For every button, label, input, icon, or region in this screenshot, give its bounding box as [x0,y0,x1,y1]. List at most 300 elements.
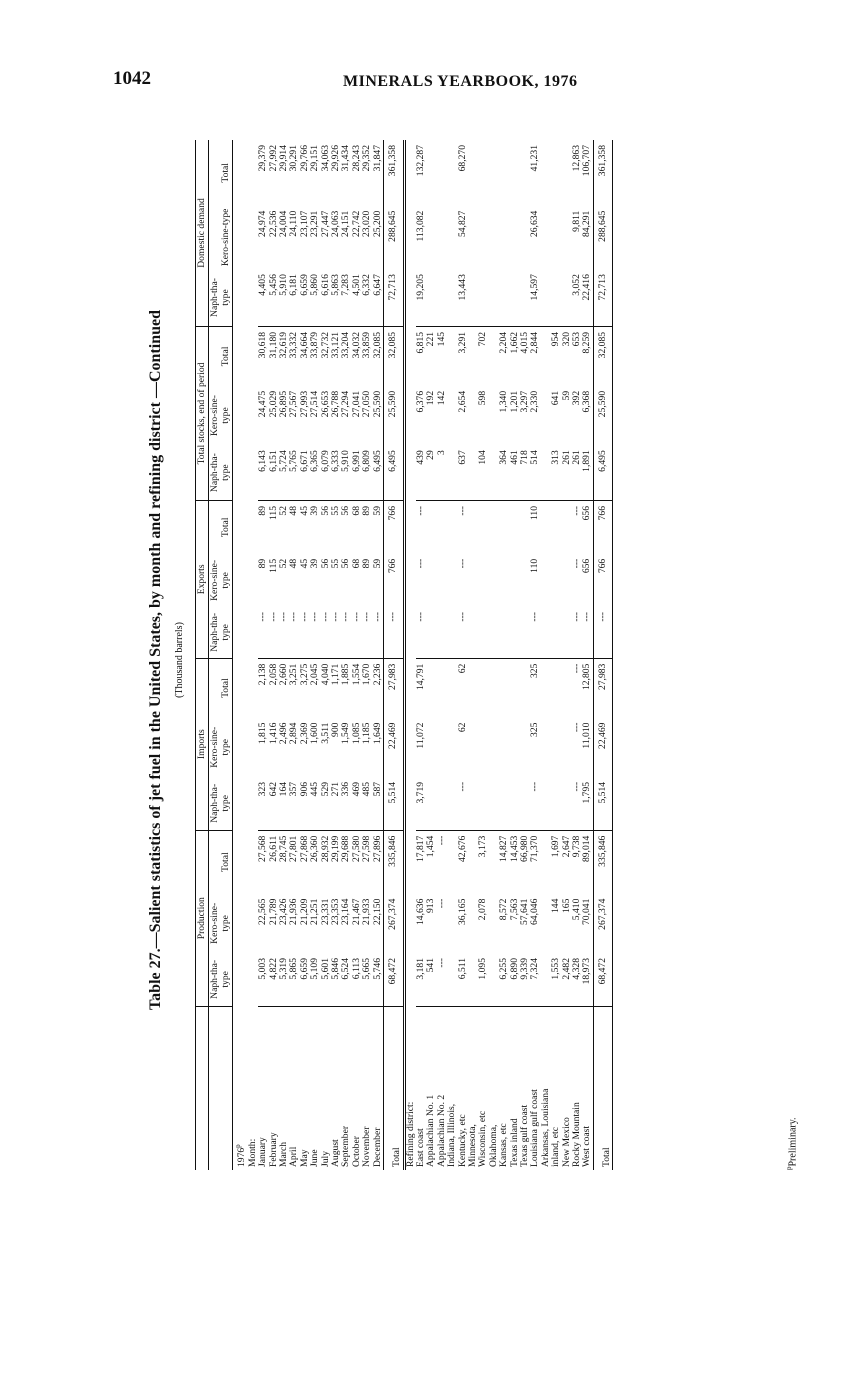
cell: 6,332 [362,269,372,326]
cell [499,607,509,658]
cell: 55 [330,506,342,516]
cell: 6,079 [321,445,331,500]
cell [478,777,488,830]
cell [489,501,499,554]
row-label: Kentucky, etc [456,1114,468,1167]
cell: 66,980 [518,835,530,863]
cell: 14,453 [508,835,520,863]
cell [447,953,457,1006]
cell: 21,467 [350,898,362,926]
cell: 267,374 [593,894,612,953]
cell: 357 [289,777,299,830]
cell: 323 [258,777,268,830]
cell: 5,514 [384,777,404,830]
cell: 29,766 [298,145,310,172]
row-label: Kansas, etc [498,1123,510,1167]
cell: 33,121 [330,331,342,359]
cell: 6,890 [510,953,520,1006]
cell: --- [572,607,582,658]
subheader-kerosine: Kero-sine-type [209,894,233,953]
cell: 1,549 [340,722,352,745]
cell: 56 [319,506,331,516]
cell [447,777,457,830]
cell [510,607,520,658]
month-total-row [384,140,404,1170]
subheader-total: Total [209,830,233,893]
cell: 29 [426,445,436,500]
cell: 21,209 [298,898,310,926]
cell: 23,353 [330,898,342,926]
cell: --- [593,607,612,658]
cell: 192 [425,390,437,406]
cell [499,554,509,607]
subheader-naphtha: Naph-tha-type [209,445,233,500]
cell [499,501,509,554]
cell: 19,205 [416,269,426,326]
cell: 439 [416,445,426,500]
cell: 3,181 [416,953,426,1006]
table-title: Table 27.—Salient statistics of jet fuel in the United States, by month and refining district —Continued [147,309,164,1011]
cell: 70,041 [581,898,593,926]
cell [437,269,447,326]
cell: 4,015 [518,331,530,354]
cell: 461 [510,445,520,500]
cell: --- [571,558,582,569]
cell [551,140,561,206]
cell [510,206,520,269]
cell: 1,670 [361,663,373,686]
cell: 21,936 [288,898,300,926]
cell: 25,029 [267,390,279,418]
cell: 1,662 [508,331,520,354]
cell: 33,332 [288,331,300,359]
cell: 29,926 [330,145,342,172]
jet-fuel-table [195,140,613,1170]
cell: 68,472 [384,953,404,1006]
cell: 72,713 [593,269,612,326]
cell: 1,416 [267,722,279,745]
cell: 23,331 [319,898,331,926]
cell: 34,063 [319,145,331,172]
cell [541,501,551,554]
cell: --- [279,607,289,658]
row-label: West coast [581,1125,593,1167]
cell: 144 [550,898,562,914]
cell: 3,291 [456,331,468,354]
cell [437,658,447,717]
cell [437,554,447,607]
district-total-row [593,140,612,1170]
cell: 27,580 [350,835,362,863]
cell: 5,003 [258,953,268,1006]
cell [478,501,488,554]
row-label: October [350,1136,362,1167]
cell: 22,742 [350,210,362,238]
cell: 24,974 [257,210,269,238]
cell: 6,113 [352,953,362,1006]
cell [437,777,447,830]
cell: 2,369 [298,722,310,745]
cell: 766 [593,554,612,607]
district-row [530,140,540,1170]
cell: 6,181 [289,269,299,326]
row-label: December [371,1127,383,1167]
cell: 1,185 [361,722,373,745]
cell: 31,434 [340,145,352,172]
cell: --- [435,835,447,846]
cell: 2,138 [257,663,269,686]
cell: 28,745 [278,835,290,863]
cell: 89 [257,558,269,569]
cell: 5,410 [571,898,582,921]
cell: 13,443 [458,269,468,326]
cell: 4,405 [258,269,268,326]
row-label: Texas inland [508,1118,520,1167]
cell: 48 [288,558,300,569]
cell: 6,815 [414,331,426,354]
cell: 6,143 [258,445,268,500]
cell: 25,590 [384,386,404,445]
cell: 29,352 [361,145,373,172]
cell: 32,732 [319,331,331,359]
cell: 14,636 [414,898,426,926]
cell: 3,173 [477,835,489,858]
cell: 2,894 [288,722,300,745]
cell: 21,251 [309,898,321,926]
cell: 5,724 [279,445,289,500]
cell: 2,654 [456,390,468,413]
cell: 2,204 [498,331,510,354]
cell: 68 [350,506,362,516]
cell: 30,291 [288,145,300,172]
cell: 84,291 [581,210,593,238]
cell: 6,368 [581,390,593,413]
cell: 52 [278,558,290,569]
cell: 335,846 [593,830,612,893]
cell: 288,645 [593,206,612,269]
row-label: August [330,1139,342,1167]
cell: 110 [529,558,541,573]
cell: --- [458,607,468,658]
cell: 29,379 [257,145,269,172]
cell: 5,456 [269,269,279,326]
cell: 33,204 [340,331,352,359]
cell: --- [373,607,384,658]
cell: 1,697 [550,835,562,858]
cell: --- [414,558,426,569]
cell: 766 [593,501,612,554]
row-label: June [309,1149,321,1167]
cell [437,718,447,777]
row-label: February [267,1132,279,1167]
cell: 2,330 [529,390,541,413]
header-blank [196,1006,209,1170]
cell: 23,291 [309,210,321,238]
cell: 68 [350,558,362,569]
cell: 1,553 [551,953,561,1006]
cell: 541 [426,953,436,1006]
district-row [510,140,520,1170]
cell: 21,933 [361,898,373,926]
cell: 27,983 [593,658,612,717]
district-row [468,140,478,1170]
cell: 71,370 [529,835,541,863]
cell: --- [530,777,540,830]
cell [468,140,478,206]
cell: 22,416 [582,269,593,326]
cell [551,554,561,607]
subheader-total: Total [209,658,233,717]
cell [489,140,499,206]
cell [426,269,436,326]
cell [426,554,436,607]
district-row [582,140,593,1170]
header-stocks: Total stocks, end of period [196,326,209,500]
cell: 26,360 [309,835,321,863]
cell: 21,789 [267,898,279,926]
cell [447,140,457,206]
cell: 3,511 [319,722,331,744]
cell: 29,914 [278,145,290,172]
cell: 5,765 [289,445,299,500]
cell [551,501,561,554]
cell: 4,040 [319,663,331,686]
cell: --- [352,607,362,658]
cell: 642 [269,777,279,830]
cell: 28,243 [350,145,362,172]
cell: 164 [279,777,289,830]
cell: 3,275 [298,663,310,686]
cell [551,269,561,326]
cell: 26,653 [319,390,331,418]
cell: 132,287 [414,145,426,177]
cell: 6,616 [321,269,331,326]
month-header: Month: [246,1138,258,1167]
cell: 32,085 [371,331,383,359]
cell [541,607,551,658]
row-label: Rocky Mountain [571,1102,582,1167]
cell [447,554,457,607]
cell: 39 [309,558,321,569]
cell: 7,324 [530,953,540,1006]
cell [447,607,457,658]
cell: 392 [571,390,582,406]
cell: 1,201 [508,390,520,413]
district-row [541,140,551,1170]
cell: 320 [560,331,572,347]
row-label: Appalachian No. 2 [435,1094,447,1167]
cell: 12,863 [571,145,582,172]
cell: 6,495 [593,445,612,500]
cell: 89 [257,506,269,516]
cell: 27,294 [340,390,352,418]
cell: 31,180 [267,331,279,359]
cell: --- [571,506,582,516]
subheader-total: Total [209,140,233,206]
cell: 336 [341,777,351,830]
cell: 529 [321,777,331,830]
cell: 6,671 [300,445,310,500]
cell: 115 [267,558,279,573]
district-row [489,140,499,1170]
cell: 2,236 [371,663,383,686]
cell: 271 [331,777,341,830]
cell: --- [456,558,468,569]
cell: --- [300,607,310,658]
cell [426,206,436,269]
row-label: April [288,1146,300,1167]
cell [510,554,520,607]
cell: 45 [298,558,310,569]
table-units: (Thousand barrels) [174,622,185,698]
cell: --- [458,777,468,830]
row-label: Louisiana gulf coast [529,1089,541,1167]
row-label: Texas gulf coast [518,1104,530,1167]
cell: 656 [581,558,593,574]
cell [541,554,551,607]
cell: 59 [560,390,572,401]
cell: 3,251 [288,663,300,686]
subheader-naphtha: Naph-tha-type [209,607,233,658]
cell [447,830,457,893]
cell: 11,072 [414,722,426,749]
cell: 1,454 [425,835,437,858]
cell: 361,358 [593,140,612,206]
cell: 24,063 [330,210,342,238]
cell [499,206,509,269]
cell [437,607,447,658]
cell: 2,078 [477,898,489,921]
cell [468,777,478,830]
cell: 5,846 [331,953,341,1006]
row-label: May [298,1149,310,1167]
row-label: inland, etc [550,1127,562,1167]
cell: 6,495 [373,445,384,500]
cell: 26,611 [267,835,279,862]
table-body [233,140,613,1170]
cell [447,386,457,445]
district-row [499,140,509,1170]
cell [468,269,478,326]
cell: 1,600 [309,722,321,745]
cell: 89 [361,506,373,516]
cell: 22,536 [267,210,279,238]
cell: 8,572 [498,898,510,921]
cell [510,718,520,777]
cell: 9,811 [571,210,582,232]
cell: --- [456,506,468,516]
cell: 221 [425,331,437,347]
cell [447,501,457,554]
cell [468,206,478,269]
cell: 5,910 [341,445,351,500]
cell [447,718,457,777]
row-label: March [278,1141,290,1167]
cell [551,718,561,777]
district-row [478,140,488,1170]
cell: 27,567 [288,390,300,418]
cell: 106,707 [581,145,593,177]
year-label: 1976$^p$ [234,1144,248,1167]
cell: 14,597 [530,269,540,326]
cell: 5,109 [310,953,320,1006]
cell: 6,659 [300,953,310,1006]
cell [426,607,436,658]
cell: 485 [362,777,372,830]
cell: 1,554 [350,663,362,686]
cell [437,501,447,554]
cell: 587 [373,777,384,830]
cell: 1,795 [582,777,593,830]
cell: --- [289,607,299,658]
cell [551,206,561,269]
cell: --- [414,506,426,516]
cell: 3 [437,445,447,500]
cell [468,658,478,717]
cell: 325 [529,722,541,737]
cell: 27,993 [298,390,310,418]
cell: 4,501 [352,269,362,326]
cell [551,658,561,717]
cell [510,140,520,206]
cell: 9,339 [520,953,530,1006]
cell: 62 [456,663,468,674]
cell: 261 [562,445,572,500]
cell [489,607,499,658]
cell: 32,619 [278,331,290,359]
cell [478,718,488,777]
cell: 445 [310,777,320,830]
cell [499,658,509,717]
cell: 27,041 [350,390,362,418]
cell: 6,333 [331,445,341,500]
cell: 27,983 [384,658,404,717]
cell: --- [571,663,582,674]
cell: 23,107 [298,210,310,238]
cell [447,445,457,500]
cell: 718 [520,445,530,500]
cell: 288,645 [384,206,404,269]
district-row [458,140,468,1170]
cell: --- [362,607,372,658]
cell: 6,659 [300,269,310,326]
cell: 27,801 [288,835,300,863]
cell: 31,847 [371,145,383,172]
cell [510,658,520,717]
cell: 30,618 [257,331,269,359]
cell: 25,590 [593,386,612,445]
cell: 62 [456,722,468,733]
cell: 7,563 [508,898,520,921]
cell: 14,791 [414,663,426,691]
subheader-kerosine: Kero-sine-type [209,554,233,607]
cell: 29,199 [330,835,342,863]
cell: 6,495 [384,445,404,500]
row-label: Indiana, Illinois, [446,1103,458,1167]
cell: 27,447 [319,210,331,238]
cell: 6,255 [499,953,509,1006]
cell: 6,809 [362,445,372,500]
cell: 364 [499,445,509,500]
cell: 59 [371,558,383,569]
cell: 2,058 [267,663,279,686]
cell: 24,110 [288,210,300,237]
cell: 27,050 [361,390,373,418]
cell [478,269,488,326]
cell [426,718,436,777]
cell: 57,641 [518,898,530,926]
subheader-total: Total [209,326,233,385]
